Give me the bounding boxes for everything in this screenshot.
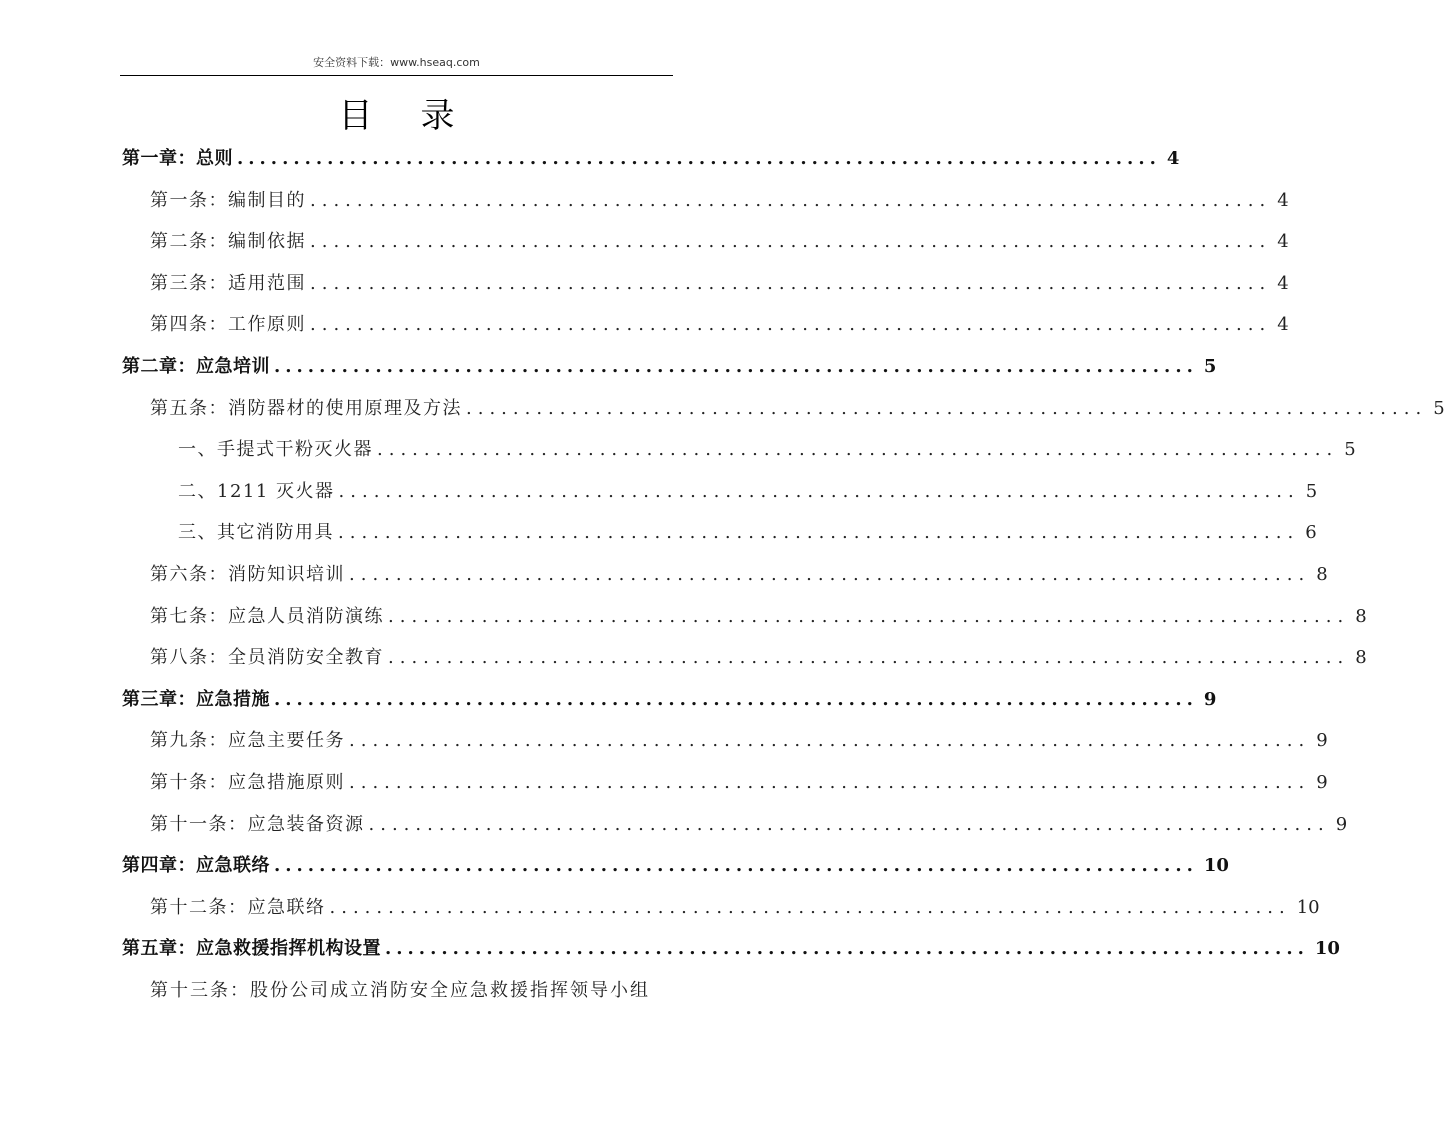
toc-dot-leader: .................................................................................. [338,522,1300,544]
toc-dot-leader: .................................................................................. [377,439,1339,461]
toc-entry-page-number: 5 [1433,397,1445,419]
toc-dot-leader: .................................................................................. [310,314,1272,336]
toc-entry[interactable] [178,435,1356,465]
toc-dot-leader: .................................................................................. [338,480,1300,502]
toc-entry-page-number: 4 [1277,231,1289,253]
toc-entry-page-number: 9 [1203,688,1217,710]
toc-entry-label: 第四条：工作原则 [150,314,306,336]
toc-entry-label: 第二章：应急培训 [122,356,270,377]
toc-entry[interactable] [150,602,1367,632]
toc-entry-page-number: 10 [1296,896,1320,918]
toc-dot-leader: .................................................................................. [274,855,1198,877]
toc-entry-label: 第十二条：应急联络 [150,896,326,918]
toc-dot-leader: .................................................................................. [310,231,1272,253]
toc-entry-page-number: 8 [1355,605,1367,627]
toc-entry[interactable] [150,269,1289,299]
toc-entry-label: 第一条：编制目的 [150,189,306,211]
toc-entry-page-number: 8 [1355,647,1367,669]
toc-dot-leader: .................................................................................. [388,647,1350,669]
toc-entry-page-number: 9 [1316,730,1328,752]
toc-entry-label: 第四章：应急联络 [122,855,270,877]
toc-entry-page-number: 10 [1314,938,1340,960]
toc-entry[interactable] [122,352,1217,382]
toc-entry-label: 第五条：消防器材的使用原理及方法 [150,397,462,419]
toc-entry[interactable] [150,768,1328,798]
toc-entry[interactable] [150,394,1445,424]
toc-title: 目录 [338,96,503,136]
toc-entry-label: 第七条：应急人员消防演练 [150,605,384,627]
toc-entry-page-number: 9 [1316,772,1328,793]
toc-dot-leader: .................................................................................. [349,730,1311,752]
toc-dot-leader: .................................................................................. [349,772,1311,793]
toc-dot-leader: .................................................................................. [310,189,1272,211]
toc-entry-label: 第三章：应急措施 [122,688,270,710]
toc-entry[interactable] [150,560,1328,590]
toc-entry-label: 第三条：适用范围 [150,272,306,294]
toc-dot-leader: .................................................................................. [310,272,1272,294]
toc-dot-leader: .................................................................................. [274,688,1198,710]
toc-entry[interactable] [150,227,1289,257]
toc-entry[interactable] [150,186,1289,216]
toc-entry-label: 第十条：应急措施原则 [150,772,345,793]
toc-entry-page-number: 6 [1305,522,1317,544]
toc-entry-page-number: 5 [1305,480,1318,502]
page-header: 安全资料下载：www.hseaq.com [313,56,480,69]
toc-entry-page-number: 10 [1203,855,1229,877]
toc-entry[interactable] [122,685,1217,715]
toc-entry[interactable] [122,934,1340,964]
toc-entry-label: 第十三条：股份公司成立消防安全应急救援指挥领导小组 [150,980,650,1001]
toc-entry-label: 第一章：总则 [122,148,233,169]
toc-entry-label: 第二条：编制依据 [150,231,306,253]
toc-dot-leader: .................................................................................. [385,938,1309,960]
toc-dot-leader: .................................................................................. [329,896,1291,918]
toc-dot-leader: .................................................................................. [466,397,1428,419]
toc-entry[interactable] [150,726,1328,756]
toc-entry[interactable] [178,518,1317,548]
toc-dot-leader: .................................................................................. [368,813,1330,835]
toc-entry-page-number: 9 [1335,813,1348,835]
toc-entry[interactable] [150,810,1348,840]
toc-entry[interactable] [150,310,1289,340]
toc-entry-label: 第八条：全员消防安全教育 [150,647,384,669]
toc-entry-page-number: 5 [1203,356,1217,377]
toc-dot-leader: .................................................................................. [237,148,1161,169]
toc-entry-page-number: 4 [1277,189,1289,211]
toc-entry-label: 第九条：应急主要任务 [150,730,345,752]
toc-entry-page-number: 8 [1316,564,1328,585]
toc-entry-page-number: 4 [1166,148,1180,169]
toc-dot-leader: .................................................................................. [274,356,1198,377]
toc-entry[interactable] [178,477,1318,507]
toc-entry-page-number: 4 [1277,314,1289,336]
toc-entry-label: 第六条：消防知识培训 [150,564,345,585]
toc-dot-leader: .................................................................................. [349,564,1311,585]
toc-entry-label: 三、其它消防用具 [178,522,334,544]
toc-entry-page-number: 5 [1344,439,1356,461]
toc-entry[interactable] [150,893,1320,923]
toc-entry-label: 第五章：应急救援指挥机构设置 [122,938,381,960]
toc-entry-label: 一、手提式干粉灭火器 [178,439,373,461]
toc-entry-label: 二、1211 灭火器 [178,480,335,502]
toc-entry[interactable] [122,851,1229,881]
toc-entry[interactable] [150,976,673,1006]
toc-dot-leader: .................................................................................. [388,605,1350,627]
toc-entry[interactable] [150,643,1367,673]
toc-entry-page-number: 4 [1277,272,1289,294]
toc-entry[interactable] [122,144,1180,174]
toc-entry-label: 第十一条：应急装备资源 [150,813,365,835]
